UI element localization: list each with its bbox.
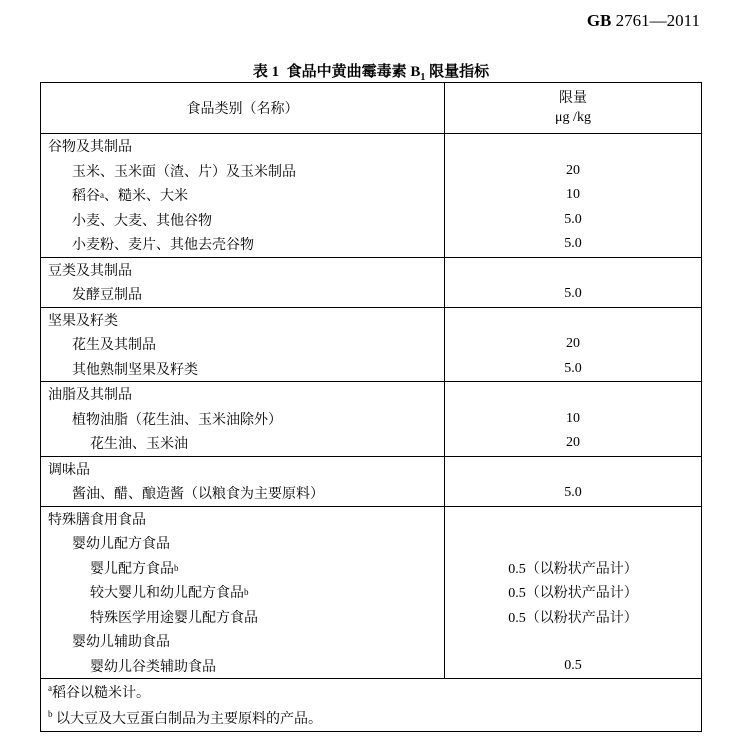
- limit-value-cell: 5.0: [564, 236, 582, 252]
- food-category-cell: 小麦、大麦、其他谷物: [41, 208, 445, 233]
- food-category-cell: 较大婴儿和幼儿配方食品 b: [41, 580, 445, 605]
- food-category-cell: 玉米、玉米面（渣、片）及玉米制品: [41, 159, 445, 184]
- table-row: [41, 531, 701, 556]
- table-row: [41, 134, 701, 159]
- limit-value-cell: 0.5: [564, 657, 582, 673]
- table-row: [41, 580, 701, 605]
- food-category-cell: 特殊膳食用食品: [41, 507, 445, 532]
- limit-value-cell: [445, 134, 701, 159]
- food-category-cell: 花生及其制品: [41, 332, 445, 357]
- table-row: [41, 258, 701, 283]
- footnote-marker: a: [48, 683, 52, 693]
- footnote-text: 稻谷以糙米计。: [52, 686, 150, 701]
- food-category-cell: 稻谷 a 、糙米、大米: [41, 183, 445, 208]
- food-category-cell: 其他熟制坚果及籽类: [41, 357, 445, 382]
- limit-value-cell: [445, 629, 701, 654]
- table-body: [41, 134, 701, 679]
- table-row: [41, 382, 701, 407]
- food-category-cell: 花生油、玉米油: [41, 431, 445, 456]
- table-title: [40, 60, 702, 81]
- table-row: [41, 654, 701, 680]
- limit-value-cell: 20: [566, 435, 580, 451]
- table-header-row: [41, 83, 701, 134]
- limit-value-cell: [445, 507, 701, 532]
- table-row: [41, 232, 701, 258]
- limit-value-cell: 5.0: [564, 360, 582, 376]
- food-category-cell: 小麦粉、麦片、其他去壳谷物: [41, 232, 445, 257]
- limit-value-cell: 20: [566, 336, 580, 352]
- table-row: [41, 183, 701, 208]
- aflatoxin-subscript: 1: [420, 72, 426, 83]
- limits-table: [40, 82, 702, 732]
- table-row: [41, 629, 701, 654]
- table-row: [41, 481, 701, 507]
- limit-value-cell: 20: [566, 162, 580, 178]
- table-row: [41, 407, 701, 432]
- food-category-cell: 坚果及籽类: [41, 308, 445, 333]
- food-category-cell: 谷物及其制品: [41, 134, 445, 159]
- table-row: [41, 507, 701, 532]
- table-row: [41, 457, 701, 482]
- footnote-text: 以大豆及大豆蛋白制品为主要原料的产品。: [52, 712, 322, 727]
- limit-value-cell: 0.5（以粉状产品计）: [508, 586, 638, 602]
- food-category-cell: 油脂及其制品: [41, 382, 445, 407]
- standard-code: [0, 11, 700, 31]
- limit-value-cell: 5.0: [564, 286, 582, 302]
- limit-value-cell: [445, 531, 701, 556]
- food-category-cell: 豆类及其制品: [41, 258, 445, 283]
- food-category-cell: 发酵豆制品: [41, 282, 445, 307]
- limit-value-cell: [445, 457, 701, 482]
- limit-value-cell: 5.0: [564, 211, 582, 227]
- table-row: [41, 308, 701, 333]
- food-category-cell: 婴幼儿谷类辅助食品: [41, 654, 445, 679]
- limit-header-unit: μg /kg: [555, 109, 591, 125]
- table-title-suffix: 限量指标: [425, 64, 490, 80]
- food-category-cell: 酱油、醋、酿造酱（以粮食为主要原料）: [41, 481, 445, 506]
- table-row: [41, 431, 701, 457]
- limit-value-cell: [445, 382, 701, 407]
- table-title-text: 表 1 食品中黄曲霉毒素 B: [252, 64, 421, 80]
- food-category-cell: 植物油脂（花生油、玉米油除外）: [41, 407, 445, 432]
- limit-value-cell: [445, 308, 701, 333]
- table-row: [41, 159, 701, 184]
- limit-value-cell: 0.5（以粉状产品计）: [508, 610, 638, 626]
- limit-value-cell: 10: [566, 187, 580, 203]
- food-category-cell: 婴幼儿辅助食品: [41, 629, 445, 654]
- table-row: [41, 556, 701, 581]
- food-category-cell: 婴儿配方食品 b: [41, 556, 445, 581]
- footnote: [48, 679, 701, 705]
- table-row: [41, 357, 701, 383]
- column-header-limit: [445, 83, 701, 133]
- food-category-cell: 调味品: [41, 457, 445, 482]
- table-row: [41, 282, 701, 308]
- limit-header-label: 限量: [559, 91, 587, 107]
- table-row: [41, 605, 701, 630]
- limit-value-cell: 10: [566, 410, 580, 426]
- table-footnotes: [41, 679, 701, 731]
- footnote: [48, 705, 701, 731]
- table-row: [41, 208, 701, 233]
- table-row: [41, 332, 701, 357]
- food-category-cell: 婴幼儿配方食品: [41, 531, 445, 556]
- footnote-marker: b: [48, 709, 53, 719]
- limit-value-cell: 5.0: [564, 485, 582, 501]
- column-header-category: 食品类别（名称）: [41, 83, 445, 133]
- standard-code-number: 2761—2011: [611, 11, 700, 30]
- standard-code-prefix: GB: [586, 11, 612, 30]
- limit-value-cell: 0.5（以粉状产品计）: [508, 561, 638, 577]
- limit-value-cell: [445, 258, 701, 283]
- food-category-cell: 特殊医学用途婴儿配方食品: [41, 605, 445, 630]
